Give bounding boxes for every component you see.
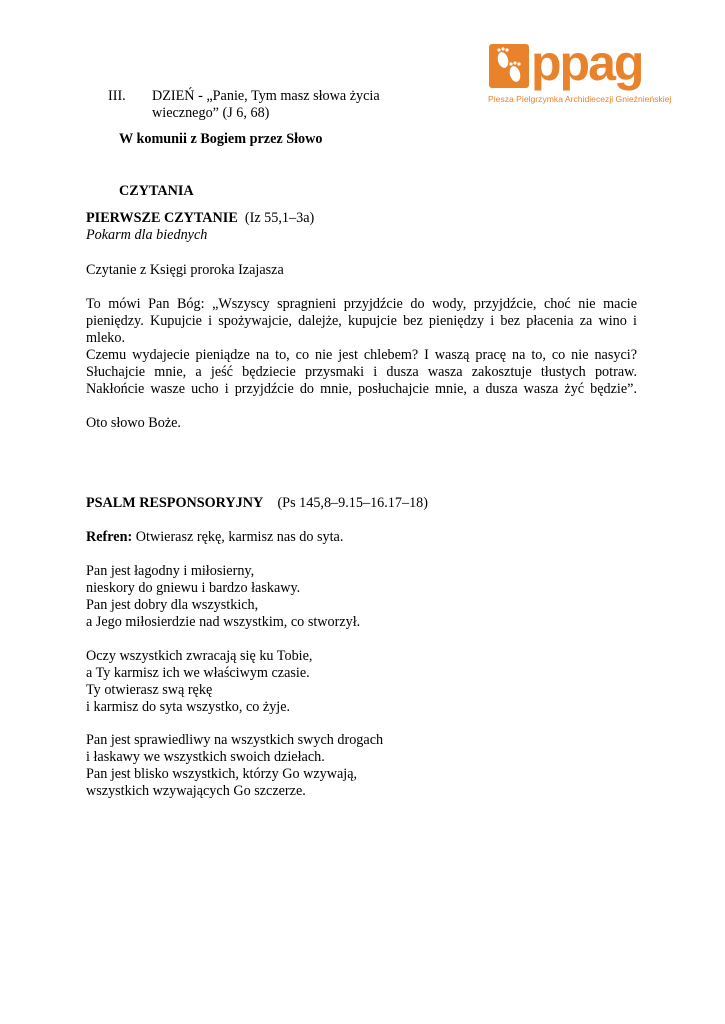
- logo-wordmark: ppag: [531, 42, 643, 91]
- first-reading-reference: (Iz 55,1–3a): [244, 210, 315, 226]
- logo-caption: Piesza Pielgrzymka Archidiecezji Gnieźnieńskiej: [488, 94, 672, 104]
- psalm-verse: Oczy wszystkich zwracają się ku Tobie,: [86, 648, 313, 664]
- first-reading-theme: Pokarm dla biednych: [86, 227, 208, 243]
- first-reading-label: PIERWSZE CZYTANIE: [86, 210, 238, 226]
- psalm-verse: a Jego miłosierdzie nad wszystkim, co stworzył.: [86, 614, 361, 630]
- psalm-verse: Pan jest dobry dla wszystkich,: [86, 597, 259, 613]
- reading-closing: Oto słowo Boże.: [86, 415, 181, 431]
- refrain-label: Refren:: [86, 529, 133, 545]
- refrain-text: Otwierasz rękę, karmisz nas do syta.: [135, 529, 344, 545]
- reading-text-line: Czemu wydajecie pieniądze na to, co nie jest chlebem? I waszą pracę na to, co nie nasyci?: [86, 347, 637, 363]
- psalm-verse: Ty otwierasz swą rękę: [86, 682, 213, 698]
- psalm-verse: Pan jest sprawiedliwy na wszystkich swych drogach: [86, 732, 384, 748]
- reading-text-line: Nakłońcie wasze ucho i przyjdźcie do mnie, posłuchajcie mnie, a dusza wasza żyć będzie”.: [86, 381, 637, 397]
- day-subtitle: W komunii z Bogiem przez Słowo: [119, 131, 323, 147]
- reading-text-line: Słuchajcie mnie, a jeść będziecie przysmaki i dusza wasza zakosztuje tłustych potraw.: [86, 364, 637, 380]
- reading-text-line: To mówi Pan Bóg: „Wszyscy spragnieni przyjdźcie do wody, przyjdźcie, choć nie macie: [86, 296, 637, 312]
- footprints-icon: [489, 44, 529, 88]
- psalm-verse: wszystkich wzywających Go szczerze.: [86, 783, 306, 799]
- psalm-verse: a Ty karmisz ich we właściwym czasie.: [86, 665, 310, 681]
- day-title-line1: DZIEŃ - „Panie, Tym masz słowa życia: [152, 88, 380, 104]
- readings-heading: CZYTANIA: [119, 183, 194, 199]
- day-title-line2: wiecznego” (J 6, 68): [152, 105, 270, 121]
- psalm-verse: Pan jest blisko wszystkich, którzy Go wzywają,: [86, 766, 358, 782]
- psalm-heading: [86, 495, 428, 512]
- reading-text-line: mleko.: [86, 330, 126, 346]
- first-reading-heading: [86, 210, 314, 227]
- first-reading-intro: Czytanie z Księgi proroka Izajasza: [86, 262, 284, 278]
- psalm-reference: (Ps 145,8–9.15–16.17–18): [277, 495, 429, 511]
- psalm-verse: i karmisz do syta wszystko, co żyje.: [86, 699, 291, 715]
- day-numeral: III.: [108, 88, 126, 104]
- psalm-verse: nieskory do gniewu i bardzo łaskawy.: [86, 580, 301, 596]
- psalm-verse: i łaskawy we wszystkich swoich dziełach.: [86, 749, 325, 765]
- psalm-refrain: [86, 529, 343, 546]
- psalm-verse: Pan jest łagodny i miłosierny,: [86, 563, 255, 579]
- psalm-label: PSALM RESPONSORYJNY: [86, 495, 264, 511]
- reading-text-line: pieniędzy. Kupujcie i spożywajcie, dalejże, kupujcie bez pieniędzy i bez płacenia za wino i: [86, 313, 637, 329]
